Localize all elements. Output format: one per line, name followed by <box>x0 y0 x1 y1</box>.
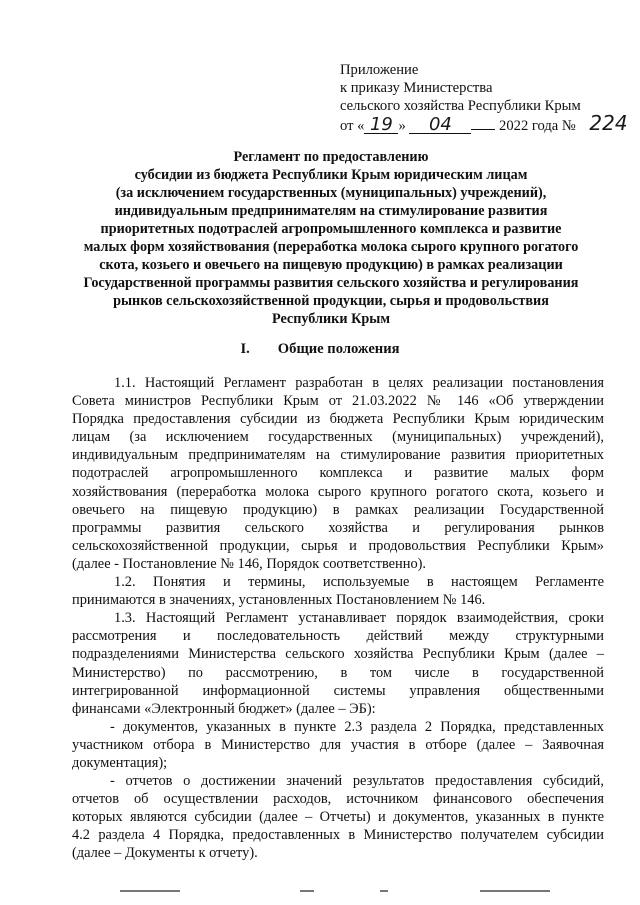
appendix-header <box>340 61 628 135</box>
body-line: 1.2. Понятия и термины, используемые в настоящем Регламенте <box>114 574 604 591</box>
document-body <box>72 374 604 863</box>
body-line: овечьего на пищевую продукцию) в рамках реализации Государственной <box>72 501 604 518</box>
body-line: - отчетов о достижении значений результатов предоставления субсидий, <box>110 773 604 790</box>
body-line: (далее - Постановление № 146, Порядок соответственно). <box>72 555 427 572</box>
body-line: 4.2 раздела 4 Порядка, предоставленных в Министерство получателем субсидии <box>72 827 604 844</box>
appendix-order-line: к приказу Министерства <box>340 80 493 96</box>
title-line: малых форм хозяйствования (переработка молока сырого крупного рогатого <box>83 239 579 255</box>
scan-mark <box>300 890 314 892</box>
body-line: программы развития сельского хозяйства и регулирования рынков <box>72 519 604 536</box>
body-line: интегрированной информационной системы управления общественными <box>72 682 604 699</box>
title-line: (за исключением государственных (муниципальных) учреждений), <box>115 185 547 201</box>
body-line: Министерство) по рассмотрению, в том числе в государственной <box>72 664 604 681</box>
body-line: сельскохозяйственной продукции, сырья и продовольствия Республики Крым» <box>72 537 604 554</box>
date-mid: » <box>398 118 406 134</box>
body-line: финансами «Электронный бюджет» (далее – ЭБ): <box>72 700 376 717</box>
title-line: рынков сельскохозяйственной продукции, сырья и продовольствия <box>113 293 549 309</box>
body-line: участником отбора в Министерство для участия в отборе (далее – Заявочная <box>72 736 604 753</box>
year-text: 2022 года № <box>499 118 576 134</box>
month-underline <box>471 129 495 130</box>
body-line: которых являются субсидии (далее – Отчеты) и документов, указанных в пункте <box>72 809 604 826</box>
body-line: - документов, указанных в пункте 2.3 раздела 2 Порядка, представленных <box>110 718 604 735</box>
body-line: отчетов об осуществлении расходов, источником финансового обеспечения <box>72 791 604 808</box>
title-line: индивидуальным предпринимателям на стимулирование развития <box>114 203 548 219</box>
body-line: 1.3. Настоящий Регламент устанавливает порядок взаимодействия, сроки <box>114 610 604 627</box>
body-line: Совета министров Республики Крым от 21.03.2022 № 146 «Об утверждении <box>72 393 604 410</box>
body-line: (далее – Документы к отчету). <box>72 845 258 862</box>
scan-mark <box>120 890 180 892</box>
title-line: субсидии из бюджета Республики Крым юридическим лицам <box>134 167 528 183</box>
body-line: Порядка предоставления субсидии из бюджета Республики Крым юридическим <box>72 411 604 428</box>
appendix-ministry-line: сельского хозяйства Республики Крым <box>340 98 581 114</box>
section-title: Общие положения <box>277 341 400 357</box>
body-line: документация); <box>72 754 168 771</box>
body-line: рассмотрения и последовательность действий между структурными <box>72 628 604 645</box>
handwritten-order-number: 224 <box>589 111 628 135</box>
body-line: 1.1. Настоящий Регламент разработан в целях реализации постановления <box>114 375 604 391</box>
date-prefix: от « <box>340 118 365 134</box>
title-line: Государственной программы развития сельского хозяйства и регулирования <box>83 275 579 291</box>
handwritten-month: 04 <box>409 117 471 134</box>
scan-mark <box>380 890 388 892</box>
body-line: индивидуальным предпринимателям на стимулирование развития приоритетных <box>72 447 604 464</box>
appendix-title: Приложение <box>340 62 419 78</box>
section-heading <box>0 340 640 358</box>
title-line: скота, козьего и овечьего на пищевую продукцию) в рамках реализации <box>99 257 563 273</box>
handwritten-day: 19 <box>364 117 398 134</box>
title-line: Регламент по предоставлению <box>233 149 429 165</box>
section-number: I. <box>240 341 250 357</box>
body-line: подразделениями Министерства сельского хозяйства Республики Крым (далее – <box>72 646 604 663</box>
scan-artifacts <box>0 884 640 904</box>
body-line: лицам (за исключением государственных (муниципальных) учреждений), <box>72 429 604 446</box>
title-line: приоритетных подотраслей агропромышленного комплекса и развитие <box>100 221 562 237</box>
body-line: подотраслей агропромышленного комплекса и развитие малых форм <box>72 465 604 482</box>
appendix-date-line <box>340 111 628 135</box>
body-line: принимаются в значениях, установленных Постановлением № 146. <box>72 592 486 609</box>
scan-mark <box>480 890 550 892</box>
title-line: Республики Крым <box>271 311 391 327</box>
document-title <box>66 148 596 328</box>
body-line: хозяйствования (переработка молока сырого крупного рогатого скота, козьего и <box>72 483 604 500</box>
